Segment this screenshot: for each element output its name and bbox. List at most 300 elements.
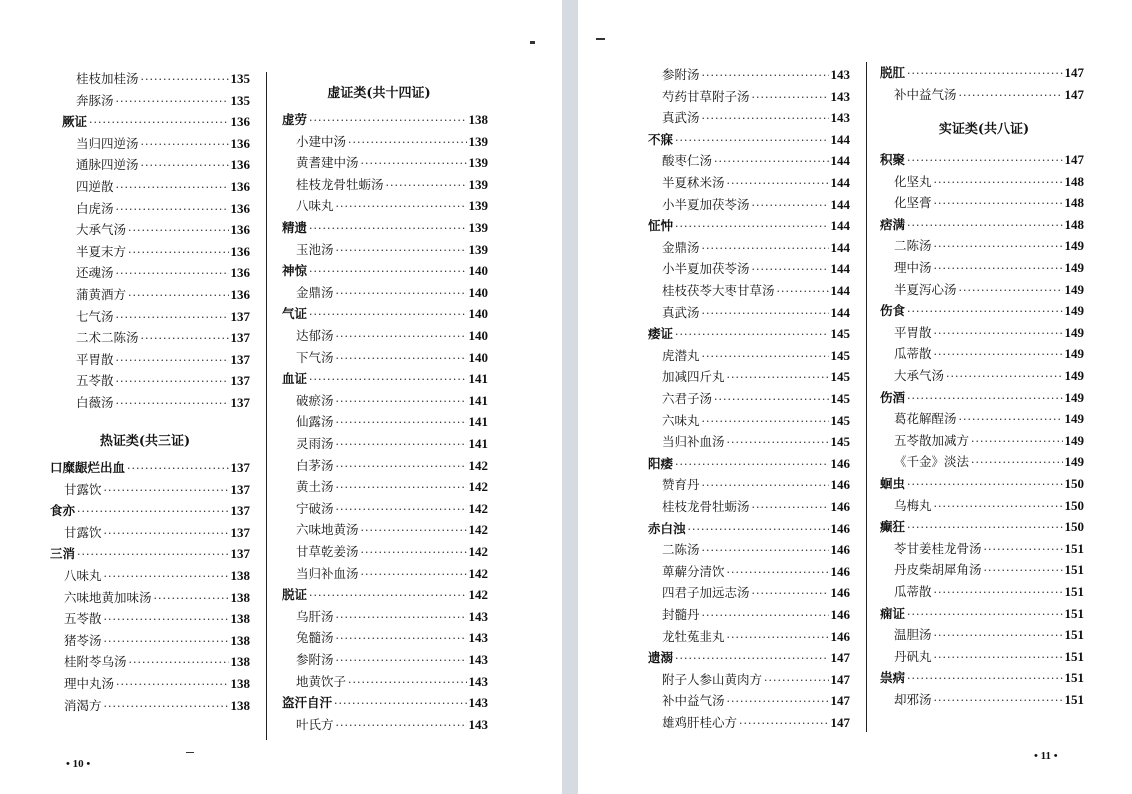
toc-entry: [296, 563, 488, 584]
toc-entry-title: 破瘀汤: [296, 393, 334, 408]
toc-entry-title: 二陈汤: [662, 542, 700, 557]
toc-entry: [894, 408, 1084, 429]
toc-entry-page: 138: [468, 112, 488, 127]
toc-entry-title: 不寐: [648, 132, 674, 147]
dot-leader: [934, 344, 1063, 365]
toc-entry: [282, 109, 488, 130]
toc-entry-title: 赤白浊: [648, 521, 686, 536]
toc-entry-page: 150: [1064, 498, 1084, 513]
toc-entry-page: 151: [1064, 627, 1084, 642]
page-gutter: [562, 0, 578, 794]
toc-entry-page: 147: [830, 650, 850, 665]
toc-entry-title: 赞育丹: [662, 477, 700, 492]
toc-entry-page: 138: [230, 698, 250, 713]
toc-entry-title: 虎潜丸: [662, 348, 700, 363]
toc-entry-title: 却邪汤: [894, 692, 932, 707]
dot-leader: [336, 196, 467, 217]
dot-leader: [934, 323, 1063, 344]
toc-entry-page: 146: [830, 564, 850, 579]
toc-entry: [296, 433, 488, 454]
toc-entry-page: 140: [468, 285, 488, 300]
toc-entry-page: 140: [468, 328, 488, 343]
toc-entry: [880, 473, 1084, 494]
toc-entry: [894, 451, 1084, 472]
toc-entry-title: 六味地黄加味汤: [64, 590, 152, 605]
toc-entry: [296, 325, 488, 346]
toc-entry-title: 八味丸: [296, 198, 334, 213]
scan-mark: [596, 38, 605, 40]
toc-entry: [894, 430, 1084, 451]
toc-entry: [282, 584, 488, 605]
toc-entry-title: 理中丸汤: [64, 676, 115, 691]
toc-entry-title: 厥证: [62, 114, 88, 129]
toc-entry-page: 151: [1064, 670, 1084, 685]
toc-entry-page: 139: [468, 220, 488, 235]
toc-column-2: [0, 0, 562, 794]
toc-entry-page: 136: [230, 114, 250, 129]
toc-entry: [894, 279, 1084, 300]
toc-entry: [296, 239, 488, 260]
dot-leader: [336, 477, 467, 498]
toc-entry-title: 雄鸡肝桂心方: [662, 715, 738, 730]
toc-entry-title: 甘草乾姜汤: [296, 544, 359, 559]
toc-entry-page: 149: [1064, 454, 1084, 469]
toc-entry: [894, 235, 1084, 256]
dot-leader: [336, 650, 467, 671]
toc-entry-page: 136: [230, 201, 250, 216]
toc-entry-page: 141: [468, 414, 488, 429]
toc-entry-title: 金鼎汤: [296, 285, 334, 300]
toc-entry: [880, 667, 1084, 688]
toc-column-4b: [578, 0, 1132, 794]
toc-entry-page: 142: [468, 566, 488, 581]
dot-leader: [934, 690, 1063, 711]
toc-entry-page: 140: [468, 263, 488, 278]
toc-entry-page: 146: [830, 629, 850, 644]
toc-entry: [894, 322, 1084, 343]
toc-entry-title: 乌梅丸: [894, 498, 932, 513]
toc-entry-title: 积聚: [880, 152, 906, 167]
toc-entry-page: 144: [830, 197, 850, 212]
toc-entry-title: 血证: [282, 371, 308, 386]
toc-entry-title: 仙露汤: [296, 414, 334, 429]
dot-leader: [309, 585, 466, 606]
toc-entry-page: 149: [1064, 390, 1084, 405]
toc-entry: [296, 649, 488, 670]
toc-entry-page: 146: [830, 542, 850, 557]
toc-entry-title: 八味丸: [64, 568, 102, 583]
section-heading-heat: 热证类(共三证): [99, 434, 191, 449]
toc-entry-page: 149: [1064, 303, 1084, 318]
toc-entry-page: 151: [1064, 692, 1084, 707]
toc-entry-page: 142: [468, 544, 488, 559]
toc-entry-page: 149: [1064, 260, 1084, 275]
dot-leader: [336, 326, 467, 347]
toc-entry-page: 141: [468, 371, 488, 386]
toc-entry-title: 六君子汤: [662, 391, 713, 406]
toc-entry-page: 146: [830, 456, 850, 471]
toc-entry-page: 144: [830, 218, 850, 233]
toc-entry-page: 139: [468, 134, 488, 149]
toc-entry-title: 口糜龈烂出血: [50, 460, 126, 475]
toc-entry-title: 平胃散: [76, 352, 114, 367]
toc-entry-page: 147: [1064, 65, 1084, 80]
toc-entry-title: 大承气汤: [894, 368, 945, 383]
toc-entry-page: 138: [230, 611, 250, 626]
toc-entry-page: 145: [830, 348, 850, 363]
toc-entry-page: 143: [468, 674, 488, 689]
toc-entry-page: 147: [830, 715, 850, 730]
toc-entry-page: 144: [830, 132, 850, 147]
toc-entry-page: 136: [230, 287, 250, 302]
toc-entry: [880, 214, 1084, 235]
toc-entry-title: 达郁汤: [296, 328, 334, 343]
toc-entry: [282, 260, 488, 281]
toc-entry-title: 甘露饮: [64, 525, 102, 540]
toc-entry-title: 黄耆建中汤: [296, 155, 359, 170]
toc-entry: [296, 455, 488, 476]
toc-entry-title: 二陈汤: [894, 238, 932, 253]
toc-entry-page: 138: [230, 568, 250, 583]
toc-entry-page: 146: [830, 607, 850, 622]
page-number-right: • 11 •: [1034, 750, 1058, 762]
toc-entry-page: 137: [230, 460, 250, 475]
toc-entry-title: 通脉四逆汤: [76, 157, 139, 172]
toc-entry: [296, 131, 488, 152]
toc-entry-title: 参附汤: [662, 67, 700, 82]
dot-leader: [334, 693, 466, 714]
toc-entry-title: 气证: [282, 306, 308, 321]
toc-entry-title: 芍药甘草附子汤: [662, 89, 750, 104]
dot-leader: [907, 388, 1062, 409]
toc-entry-title: 真武汤: [662, 305, 700, 320]
section-heading-deficiency: 虚证类(共十四证): [327, 86, 431, 101]
toc-entry: [894, 646, 1084, 667]
toc-entry-title: 大承气汤: [76, 222, 127, 237]
toc-entry: [296, 411, 488, 432]
toc-entry-page: 136: [230, 265, 250, 280]
dot-leader: [984, 539, 1063, 560]
dot-leader: [336, 607, 467, 628]
toc-entry-title: 阳痿: [648, 456, 674, 471]
toc-entry: [296, 714, 488, 735]
scan-mark: [186, 752, 194, 753]
toc-entry: [894, 624, 1084, 645]
toc-entry-page: 147: [1064, 152, 1084, 167]
toc-entry-page: 149: [1064, 411, 1084, 426]
toc-entry-title: 脱证: [282, 587, 308, 602]
toc-entry: [880, 387, 1084, 408]
toc-entry: [282, 368, 488, 389]
dot-leader: [984, 560, 1063, 581]
toc-entry-title: 加减四斤丸: [662, 369, 725, 384]
dot-leader: [309, 304, 466, 325]
toc-entry-title: 酸枣仁汤: [662, 153, 713, 168]
toc-entry-title: 当归四逆汤: [76, 136, 139, 151]
toc-entry-title: 苓甘姜桂龙骨汤: [894, 541, 982, 556]
dot-leader: [361, 153, 467, 174]
toc-entry-title: 六味丸: [662, 413, 700, 428]
toc-entry-title: 还魂汤: [76, 265, 114, 280]
toc-entry: [894, 192, 1084, 213]
right-page: [578, 0, 1132, 794]
toc-entry-page: 149: [1064, 368, 1084, 383]
toc-entry-page: 138: [230, 676, 250, 691]
toc-entry-title: 六味地黄汤: [296, 522, 359, 537]
toc-entry-page: 147: [830, 672, 850, 687]
dot-leader: [309, 110, 466, 131]
toc-entry-title: 叶氏方: [296, 717, 334, 732]
toc-entry-page: 137: [230, 503, 250, 518]
toc-entry-title: 补中益气汤: [662, 693, 725, 708]
toc-entry-title: 三消: [50, 546, 76, 561]
toc-entry-title: 温胆汤: [894, 627, 932, 642]
toc-entry-page: 148: [1064, 217, 1084, 232]
toc-entry-title: 奔豚汤: [76, 93, 114, 108]
dot-leader: [361, 520, 467, 541]
toc-entry-title: 五苓散: [76, 373, 114, 388]
toc-entry-title: 桂枝加桂汤: [76, 71, 139, 86]
dot-leader: [934, 172, 1063, 193]
toc-entry-page: 143: [830, 67, 850, 82]
toc-entry-title: 白茅汤: [296, 458, 334, 473]
toc-entry-title: 小建中汤: [296, 134, 347, 149]
toc-entry-title: 消渴方: [64, 698, 102, 713]
toc-entry-page: 137: [230, 395, 250, 410]
toc-entry-page: 146: [830, 585, 850, 600]
toc-entry-title: 参附汤: [296, 652, 334, 667]
toc-entry-title: 食亦: [50, 503, 76, 518]
dot-leader: [336, 499, 467, 520]
toc-entry-page: 148: [1064, 195, 1084, 210]
toc-entry: [880, 603, 1084, 624]
toc-entry-page: 143: [468, 630, 488, 645]
toc-entry-page: 139: [468, 155, 488, 170]
toc-entry-title: 半夏秫米汤: [662, 175, 725, 190]
toc-entry-page: 151: [1064, 649, 1084, 664]
toc-entry-title: 补中益气汤: [894, 87, 957, 102]
toc-entry-page: 144: [830, 153, 850, 168]
toc-entry-page: 142: [468, 501, 488, 516]
dot-leader: [348, 672, 466, 693]
toc-entry-title: 猪苓汤: [64, 633, 102, 648]
dot-leader: [336, 434, 467, 455]
dot-leader: [934, 496, 1063, 517]
toc-entry: [880, 149, 1084, 170]
dot-leader: [336, 412, 467, 433]
toc-entry: [296, 174, 488, 195]
toc-entry-title: 半夏泻心汤: [894, 282, 957, 297]
toc-entry-title: 葛花解酲汤: [894, 411, 957, 426]
toc-entry-page: 142: [468, 522, 488, 537]
toc-entry-title: 理中汤: [894, 260, 932, 275]
toc-entry-page: 145: [830, 326, 850, 341]
toc-entry: [894, 365, 1084, 386]
toc-entry: [894, 581, 1084, 602]
toc-entry: [296, 282, 488, 303]
toc-entry-title: 当归补血汤: [662, 434, 725, 449]
toc-entry-title: 兔髓汤: [296, 630, 334, 645]
toc-entry-page: 146: [830, 499, 850, 514]
toc-entry: [296, 390, 488, 411]
dot-leader: [336, 715, 467, 736]
toc-entry-page: 145: [830, 413, 850, 428]
page-number-left: • 10 •: [66, 758, 91, 770]
toc-entry-page: 149: [1064, 325, 1084, 340]
dot-leader: [386, 175, 467, 196]
toc-entry-title: 地黄饮子: [296, 674, 347, 689]
toc-entry: [296, 152, 488, 173]
toc-entry-page: 142: [468, 587, 488, 602]
toc-entry-page: 150: [1064, 476, 1084, 491]
toc-entry-page: 141: [468, 436, 488, 451]
dot-leader: [907, 150, 1062, 171]
toc-entry-page: 148: [1064, 174, 1084, 189]
toc-entry-page: 147: [1064, 87, 1084, 102]
toc-entry: [296, 606, 488, 627]
toc-entry-title: 二术二陈汤: [76, 330, 139, 345]
toc-entry-title: 瓜蒂散: [894, 346, 932, 361]
dot-leader: [348, 132, 466, 153]
toc-entry-title: 祟病: [880, 670, 906, 685]
toc-entry: [296, 519, 488, 540]
toc-entry-title: 封髓丹: [662, 607, 700, 622]
toc-entry-title: 乌肝汤: [296, 609, 334, 624]
toc-entry-title: 精遗: [282, 220, 308, 235]
toc-entry-title: 遗溺: [648, 650, 674, 665]
left-page: [0, 0, 562, 794]
toc-entry-title: 痞满: [880, 217, 906, 232]
toc-entry-title: 黄土汤: [296, 479, 334, 494]
toc-entry: [296, 195, 488, 216]
toc-entry-title: 萆薢分清饮: [662, 564, 725, 579]
toc-entry-title: 小半夏加茯苓汤: [662, 197, 750, 212]
toc-entry-page: 141: [468, 393, 488, 408]
dot-leader: [907, 474, 1062, 495]
toc-entry-page: 143: [468, 652, 488, 667]
toc-entry-page: 136: [230, 136, 250, 151]
toc-entry-title: 平胃散: [894, 325, 932, 340]
toc-entry-page: 136: [230, 157, 250, 172]
toc-entry-page: 138: [230, 590, 250, 605]
toc-entry: [296, 347, 488, 368]
toc-entry-title: 七气汤: [76, 309, 114, 324]
toc-entry-title: 《千金》淡法: [894, 454, 970, 469]
toc-entry-page: 140: [468, 350, 488, 365]
toc-entry-title: 小半夏加茯苓汤: [662, 261, 750, 276]
toc-entry: [296, 476, 488, 497]
toc-entry-page: 151: [1064, 541, 1084, 556]
toc-entry-page: 150: [1064, 519, 1084, 534]
toc-entry-page: 151: [1064, 584, 1084, 599]
toc-entry-title: 桂枝龙骨牡蛎汤: [296, 177, 384, 192]
toc-entry-page: 136: [230, 222, 250, 237]
toc-entry: [282, 303, 488, 324]
toc-entry-title: 龙牡菟韭丸: [662, 629, 725, 644]
toc-entry-page: 144: [830, 305, 850, 320]
toc-entry-title: 蛔虫: [880, 476, 906, 491]
toc-entry-title: 白薇汤: [76, 395, 114, 410]
toc-entry-title: 五苓散加减方: [894, 433, 970, 448]
toc-entry-page: 145: [830, 369, 850, 384]
dot-leader: [336, 240, 467, 261]
dot-leader: [946, 366, 1062, 387]
toc-entry-page: 144: [830, 283, 850, 298]
dot-leader: [361, 564, 467, 585]
toc-entry-page: 145: [830, 391, 850, 406]
toc-entry-title: 伤食: [880, 303, 906, 318]
toc-entry: [880, 300, 1084, 321]
dot-leader: [907, 301, 1062, 322]
toc-entry: [894, 343, 1084, 364]
toc-entry-page: 147: [830, 693, 850, 708]
toc-entry-title: 四君子加远志汤: [662, 585, 750, 600]
toc-entry-title: 灵雨汤: [296, 436, 334, 451]
toc-entry-title: 金鼎汤: [662, 240, 700, 255]
toc-entry: [894, 559, 1084, 580]
toc-entry: [296, 671, 488, 692]
toc-entry-title: 桂枝龙骨牡蛎汤: [662, 499, 750, 514]
toc-entry-page: 137: [230, 330, 250, 345]
toc-entry: [282, 217, 488, 238]
dot-leader: [361, 542, 467, 563]
toc-entry-page: 149: [1064, 433, 1084, 448]
dot-leader: [336, 456, 467, 477]
toc-entry-title: 痿证: [648, 326, 674, 341]
toc-entry-title: 玉池汤: [296, 242, 334, 257]
toc-entry-title: 虚劳: [282, 112, 308, 127]
toc-entry-page: 146: [830, 477, 850, 492]
toc-entry-title: 盗汗自汗: [282, 695, 333, 710]
toc-entry-title: 白虎汤: [76, 201, 114, 216]
toc-entry-page: 143: [830, 89, 850, 104]
toc-entry-title: 丹皮柴胡犀角汤: [894, 562, 982, 577]
dot-leader: [336, 391, 467, 412]
dot-leader: [309, 369, 466, 390]
toc-entry-page: 143: [468, 717, 488, 732]
toc-entry-title: 脱肛: [880, 65, 906, 80]
toc-entry-page: 138: [230, 633, 250, 648]
toc-entry-page: 151: [1064, 562, 1084, 577]
dot-leader: [309, 218, 466, 239]
toc-entry-title: 宁破汤: [296, 501, 334, 516]
dot-leader: [907, 604, 1062, 625]
section-heading-excess: 实证类(共八证): [938, 122, 1030, 137]
toc-entry-title: 下气汤: [296, 350, 334, 365]
toc-entry: [296, 498, 488, 519]
dot-leader: [934, 647, 1063, 668]
dot-leader: [336, 283, 467, 304]
toc-entry-page: 137: [230, 373, 250, 388]
toc-entry-title: 蒲黄酒方: [76, 287, 127, 302]
dot-leader: [934, 236, 1063, 257]
toc-entry-page: 137: [230, 546, 250, 561]
dot-leader: [971, 431, 1062, 452]
toc-entry-title: 真武汤: [662, 110, 700, 125]
toc-entry-title: 癫狂: [880, 519, 906, 534]
dot-leader: [907, 517, 1062, 538]
toc-entry-title: 痫证: [880, 606, 906, 621]
toc-entry-title: 附子人参山黄肉方: [662, 672, 763, 687]
toc-entry: [894, 689, 1084, 710]
toc-entry-title: 桂枝茯苓大枣甘草汤: [662, 283, 775, 298]
toc-entry: [282, 692, 488, 713]
toc-entry-page: 139: [468, 177, 488, 192]
toc-entry-page: 137: [230, 482, 250, 497]
toc-entry-title: 伤酒: [880, 390, 906, 405]
toc-entry-page: 139: [468, 242, 488, 257]
toc-entry-page: 137: [230, 525, 250, 540]
